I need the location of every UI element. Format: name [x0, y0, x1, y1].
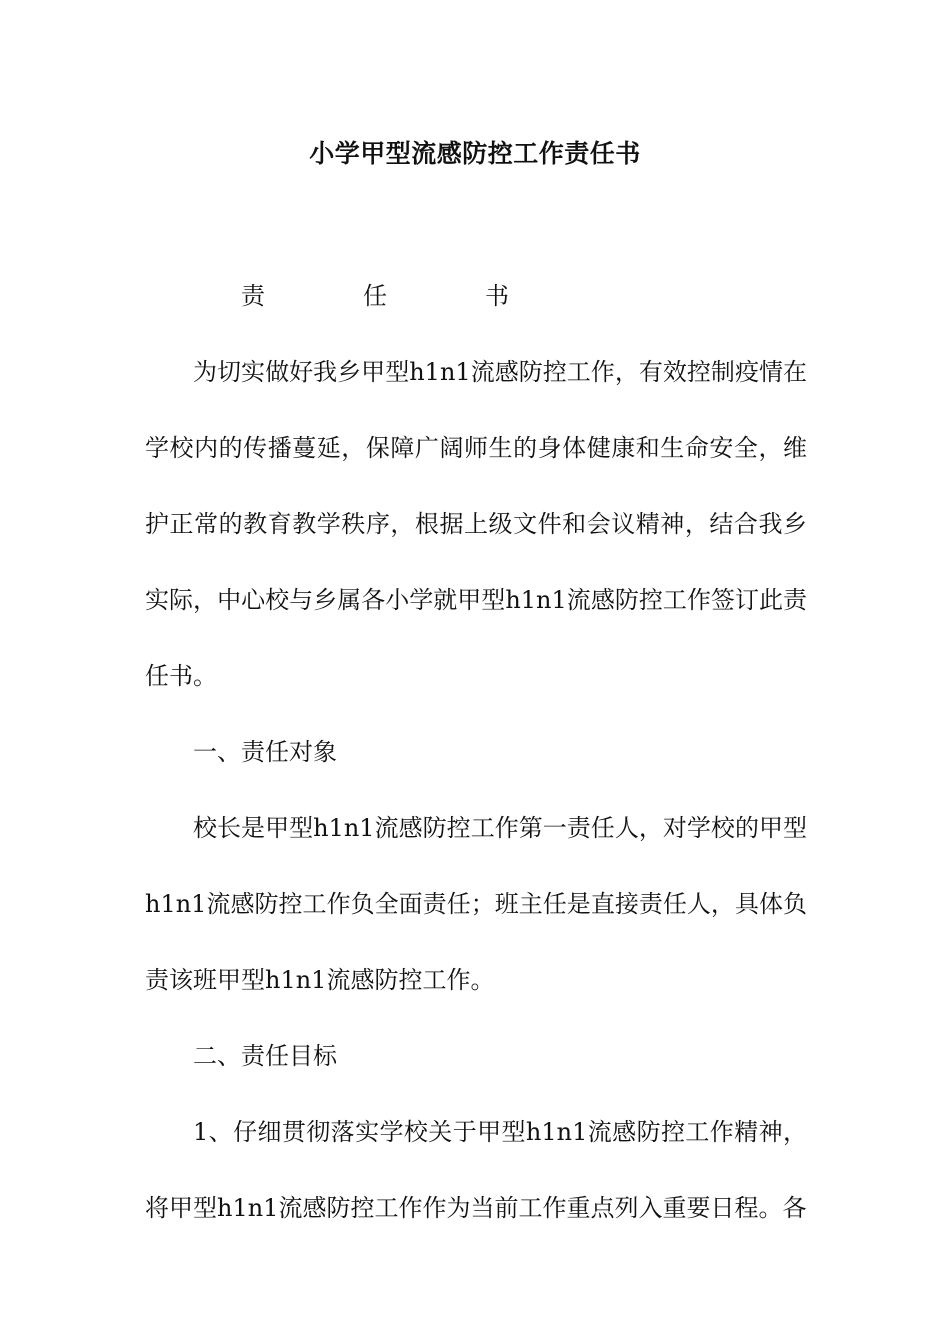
paragraph-intro: 为切实做好我乡甲型h1n1流感防控工作，有效控制疫情在学校内的传播蔓延，保障广阔师生的身体健康和生命安全，维护正常的教育教学秩序，根据上级文件和会议精神，结合我乡实际，中心校与乡属各小学就甲型h1n1流感防控工作签订此责任书。	[145, 358, 807, 690]
paragraph-goal-1: 1、仔细贯彻落实学校关于甲型h1n1流感防控工作精神，将甲型h1n1流感防控工作作为当前工作重点列入重要日程。各	[145, 1118, 807, 1222]
subheading	[145, 258, 807, 334]
paragraph-responsibility-object: 校长是甲型h1n1流感防控工作第一责任人，对学校的甲型h1n1流感防控工作负全面责任；班主任是直接责任人，具体负责该班甲型h1n1流感防控工作。	[145, 814, 807, 994]
subheading-char: 书	[485, 282, 509, 310]
section-heading-2: 二、责任目标	[193, 1042, 337, 1070]
section-heading-1: 一、责任对象	[193, 738, 337, 766]
subheading-char: 任	[363, 282, 387, 310]
subheading-char: 责	[241, 282, 265, 310]
document-body	[145, 258, 807, 1246]
document-title: 小学甲型流感防控工作责任书	[309, 139, 641, 168]
